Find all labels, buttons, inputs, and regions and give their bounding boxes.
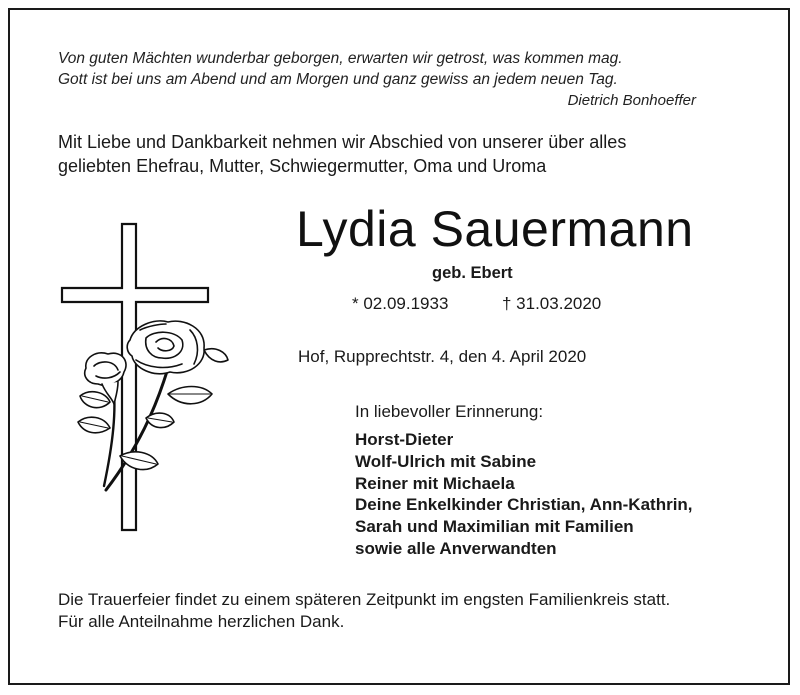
- quote-line-2: Gott ist bei uns am Abend und am Morgen und ganz gewiss an jedem neuen Tag.: [58, 71, 618, 88]
- cross-with-rose: [56, 218, 236, 548]
- mourner-line: Deine Enkelkinder Christian, Ann-Kathrin,: [355, 495, 693, 515]
- closing-line-1: Die Trauerfeier findet zu einem späteren Zeitpunkt im engsten Familienkreis statt.: [58, 590, 671, 609]
- place-and-date: Hof, Rupprechtstr. 4, den 4. April 2020: [298, 347, 587, 366]
- quote-author: Dietrich Bonhoeffer: [567, 92, 696, 109]
- mourner-line: sowie alle Anverwandten: [355, 538, 557, 558]
- birth-date: * 02.09.1933: [352, 294, 449, 313]
- memory-label: In liebevoller Erinnerung:: [355, 402, 544, 421]
- bonhoeffer-quote: [58, 48, 698, 90]
- intro-line-1: Mit Liebe und Dankbarkeit nehmen wir Abschied von unserer über alles: [58, 132, 627, 152]
- quote-line-1: Von guten Mächten wunderbar geborgen, erwarten wir getrost, was kommen mag.: [58, 50, 623, 67]
- intro-text: [58, 130, 748, 178]
- rose-icon: [78, 321, 228, 490]
- closing-line-2: Für alle Anteilnahme herzlichen Dank.: [58, 612, 345, 631]
- mourner-line: Wolf-Ulrich mit Sabine: [355, 451, 537, 471]
- cross-icon: [62, 224, 208, 530]
- mourners-list: [355, 429, 693, 560]
- mourner-line: Sarah und Maximilian mit Familien: [355, 517, 634, 537]
- deceased-name: Lydia Sauermann: [296, 201, 694, 257]
- mourner-line: Horst-Dieter: [355, 430, 454, 449]
- closing-text: [58, 589, 670, 633]
- intro-line-2: geliebten Ehefrau, Mutter, Schwiegermutter, Oma und Uroma: [58, 156, 547, 176]
- maiden-name: geb. Ebert: [432, 264, 513, 282]
- mourner-line: Reiner mit Michaela: [355, 473, 515, 493]
- death-date: † 31.03.2020: [502, 294, 602, 313]
